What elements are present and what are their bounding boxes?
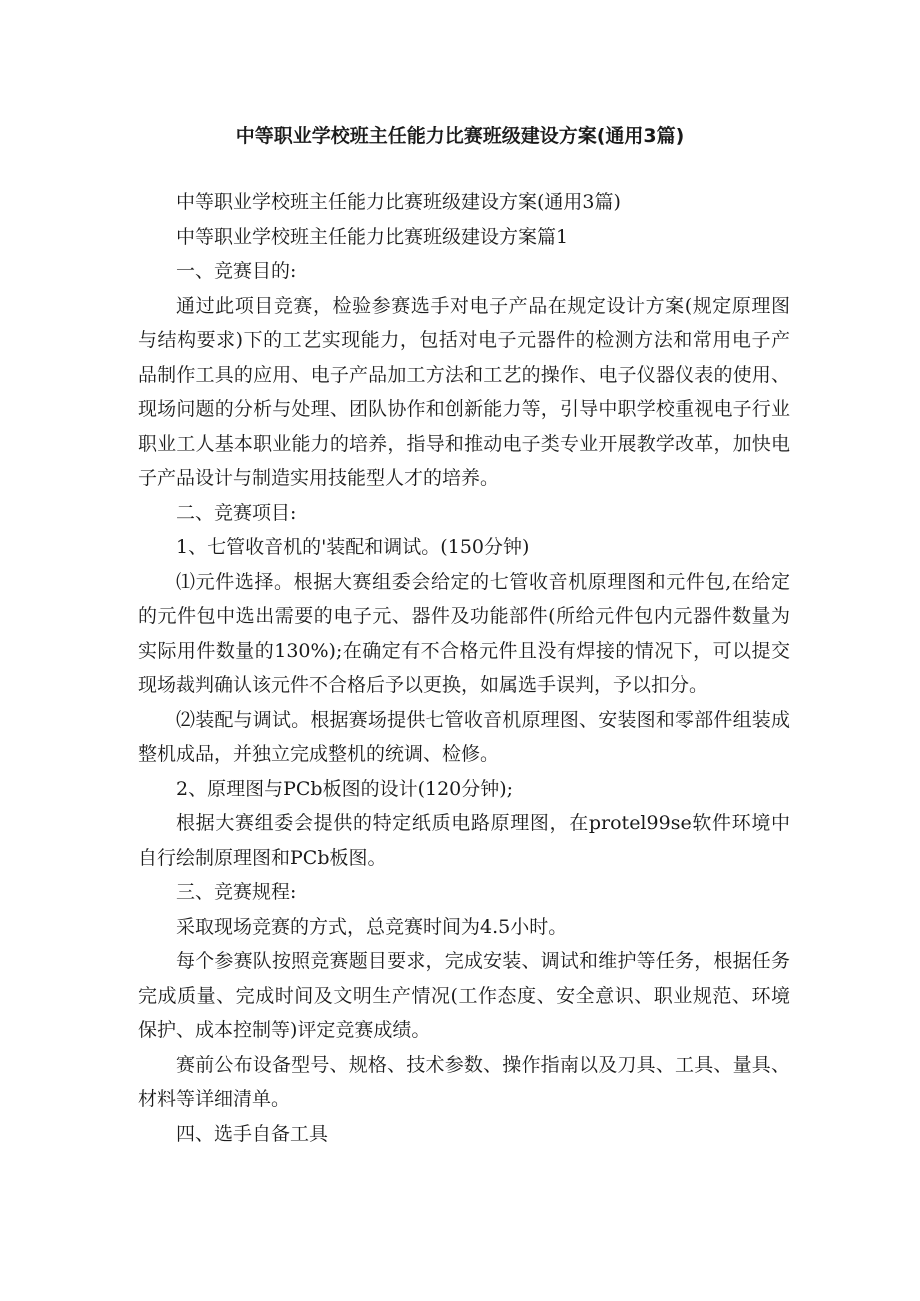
paragraph-assembly-debug: ⑵装配与调试。根据赛场提供七管收音机原理图、安装图和零部件组装成整机成品，并独立完成整机的统调、检修。 [138,708,790,765]
paragraph-part-heading: 中等职业学校班主任能力比赛班级建设方案篇1 [176,225,569,248]
section-heading-items: 二、竞赛项目: [176,501,297,524]
document-body [138,185,790,1151]
section-heading-tools: 四、选手自备工具 [176,1122,329,1145]
document-title: 中等职业学校班主任能力比赛班级建设方案(通用3篇) [235,125,685,147]
paragraph-purpose: 通过此项目竞赛，检验参赛选手对电子产品在规定设计方案(规定原理图与结构要求)下的工艺实现能力，包括对电子元器件的检测方法和常用电子产品制作工具的应用、电子产品加工方法和工艺的操作、电子仪器仪表的使用、现场问题的分析与处理、团队协作和创新能力等，引导中职学校重视电子行业职业工人基本职业能力的培养，指导和推动电子类专业开展教学改革，加快电子产品设计与制造实用技能型人才的培养。 [138,294,790,489]
paragraph-rules-scoring: 每个参赛队按照竞赛题目要求，完成安装、调试和维护等任务，根据任务完成质量、完成时间及文明生产情况(工作态度、安全意识、职业规范、环境保护、成本控制等)评定竞赛成绩。 [138,950,790,1041]
item-radio-assembly: 1、七管收音机的'装配和调试。(150分钟) [176,536,530,558]
paragraph-component-selection: ⑴元件选择。根据大赛组委会给定的七管收音机原理图和元件包,在给定的元件包中选出需要的电子元、器件及功能部件(所给元件包内元器件数量为实际用件数量的130%);在确定有不合格元件且没有焊接的情况下，可以提交现场裁判确认该元件不合格后予以更换，如属选手误判，予以扣分。 [138,570,790,696]
paragraph-pcb-design: 根据大赛组委会提供的特定纸质电路原理图，在protel99se软件环境中自行绘制原理图和PCb板图。 [138,812,790,869]
section-heading-rules: 三、竞赛规程: [176,881,297,903]
section-heading-purpose: 一、竞赛目的: [176,260,297,282]
paragraph-subtitle: 中等职业学校班主任能力比赛班级建设方案(通用3篇) [176,191,621,213]
paragraph-rules-time: 采取现场竞赛的方式，总竞赛时间为4.5小时。 [176,915,568,938]
item-pcb-design: 2、原理图与PCb板图的设计(120分钟); [176,777,514,800]
paragraph-rules-equipment: 赛前公布设备型号、规格、技术参数、操作指南以及刀具、工具、量具、材料等详细清单。 [138,1053,790,1110]
